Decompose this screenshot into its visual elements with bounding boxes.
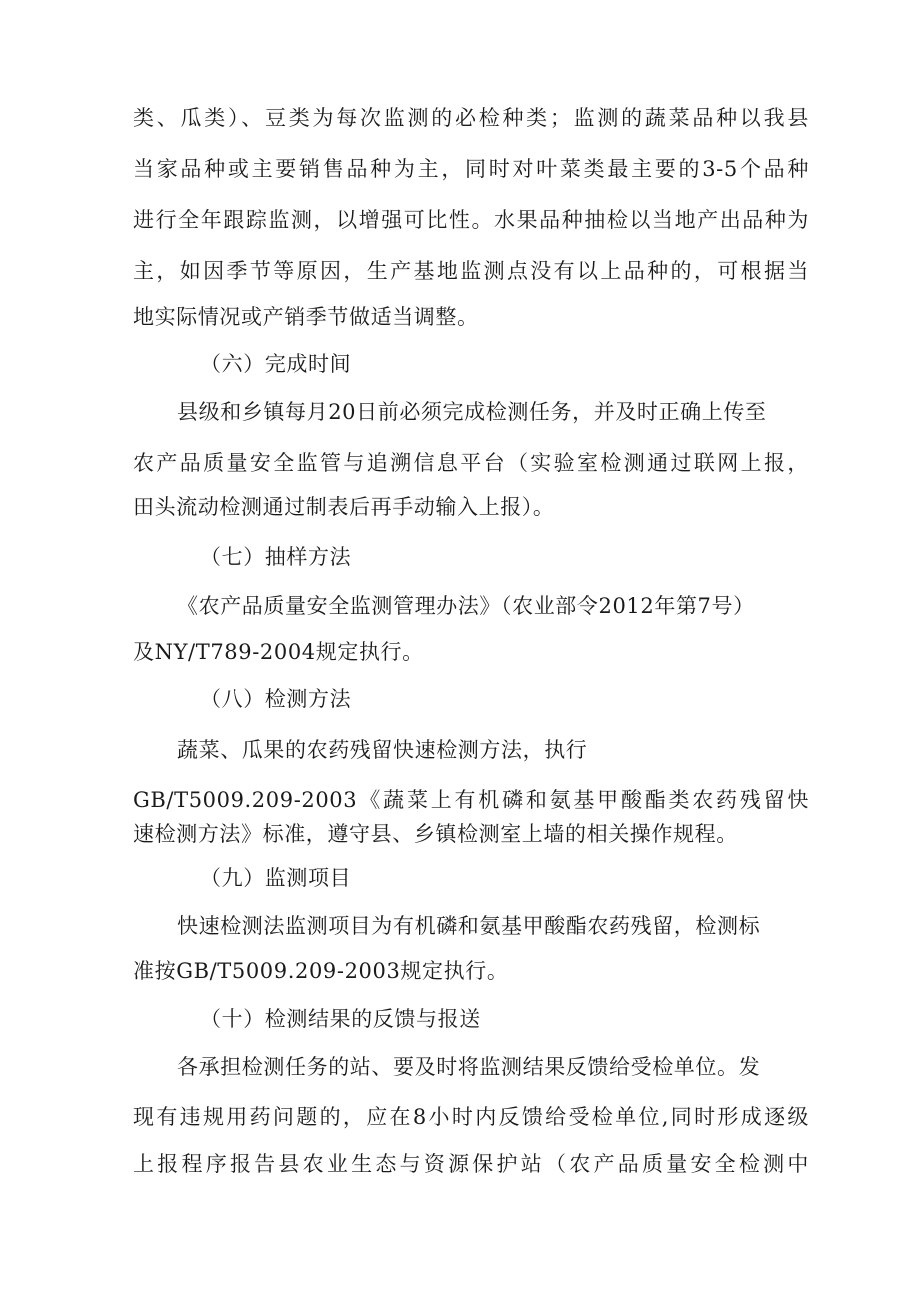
- paragraph-line: 速检测方法》标准，遵守县、乡镇检测室上墙的相关操作规程。: [133, 822, 738, 846]
- section-heading: （十）检测结果的反馈与报送: [200, 1007, 481, 1031]
- paragraph-line: 当家品种或主要销售品种为主，同时对叶菜类最主要的3-5个品种: [133, 157, 809, 181]
- paragraph-line: 各承担检测任务的站、要及时将监测结果反馈给受检单位。发: [177, 1055, 761, 1079]
- paragraph-line: 农产品质量安全监管与追溯信息平台（实验室检测通过联网上报，: [133, 451, 809, 475]
- paragraph-line: 蔬菜、瓜果的农药残留快速检测方法，执行: [177, 738, 588, 762]
- paragraph-line: 进行全年跟踪监测，以增强可比性。水果品种抽检以当地产出品种为: [133, 208, 809, 232]
- section-heading: （六）完成时间: [200, 352, 352, 376]
- section-heading: （九）监测项目: [200, 866, 352, 890]
- section-heading: （八）检测方法: [200, 687, 352, 711]
- section-heading: （七）抽样方法: [200, 545, 352, 569]
- paragraph-line: 主，如因季节等原因，生产基地监测点没有以上品种的，可根据当: [133, 259, 809, 283]
- paragraph-line: 上报程序报告县农业生态与资源保护站（农产品质量安全检测中: [133, 1152, 809, 1176]
- paragraph-line: 准按GB/T5009.209-2003规定执行。: [133, 959, 509, 983]
- paragraph-line: 田头流动检测通过制表后再手动输入上报）。: [133, 495, 555, 519]
- paragraph-line: 类、瓜类）、豆类为每次监测的必检种类；监测的蔬菜品种以我县: [133, 106, 809, 130]
- paragraph-line: GB/T5009.209-2003《蔬菜上有机磷和氨基甲酸酯类农药残留快: [133, 788, 809, 812]
- paragraph-line: 县级和乡镇每月20日前必须完成检测任务，并及时正确上传至: [177, 400, 767, 424]
- paragraph-line: 地实际情况或产销季节做适当调整。: [133, 305, 479, 329]
- paragraph-line: 快速检测法监测项目为有机磷和氨基甲酸酯农药残留，检测标: [177, 914, 761, 938]
- paragraph-line: 现有违规用药问题的，应在8小时内反馈给受检单位,同时形成逐级: [133, 1105, 809, 1129]
- paragraph-line: 及NY/T789-2004规定执行。: [133, 640, 424, 664]
- paragraph-line: 《农产品质量安全监测管理办法》（农业部令2012年第7号）: [177, 594, 755, 618]
